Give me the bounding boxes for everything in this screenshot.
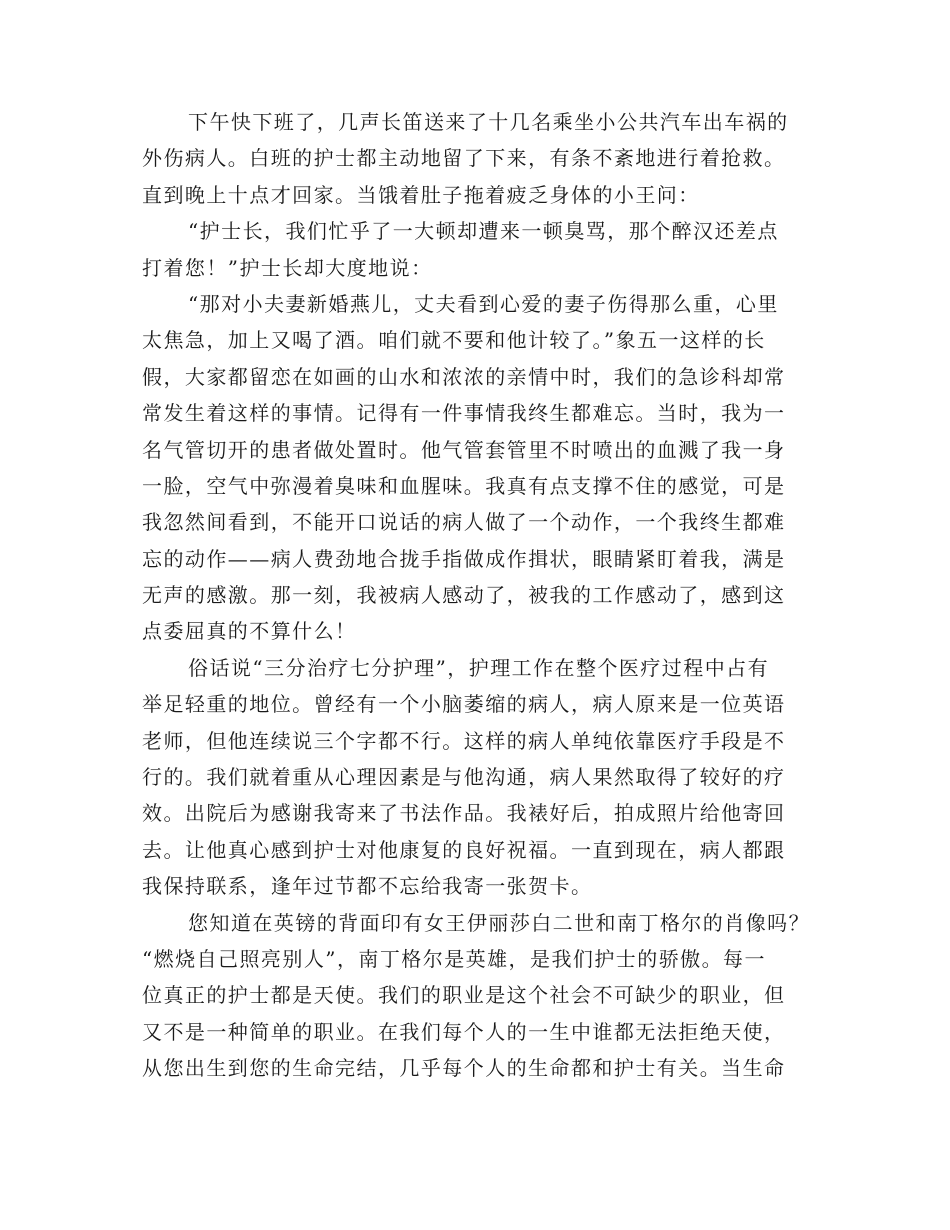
text-line: 效。出院后为感谢我寄来了书法作品。我裱好后，拍成照片给他寄回 (142, 801, 786, 826)
text-line: 去。让他真心感到护士对他康复的良好祝福。一直到现在，病人都跟 (142, 837, 786, 862)
text-line: 老师，但他连续说三个字都不行。这样的病人单纯依靠医疗手段是不 (142, 728, 786, 753)
text-line: 举足轻重的地位。曾经有一个小脑萎缩的病人，病人原来是一位英语 (142, 692, 786, 717)
text-line: 从您出生到您的生命完结，几乎每个人的生命都和护士有关。当生命 (142, 1056, 786, 1081)
text-line: 忘的动作——病人费劲地合拢手指做成作揖状，眼睛紧盯着我，满是 (142, 546, 786, 571)
text-line: 直到晚上十点才回家。当饿着肚子拖着疲乏身体的小王问： (142, 182, 700, 207)
text-line: 假，大家都留恋在如画的山水和浓浓的亲情中时，我们的急诊科却常 (142, 364, 786, 389)
text-line: “那对小夫妻新婚燕儿，丈夫看到心爱的妻子伤得那么重，心里 (188, 291, 779, 316)
text-line: 我保持联系，逢年过节都不忘给我寄一张贺卡。 (142, 874, 593, 899)
text-line: 无声的感激。那一刻，我被病人感动了，被我的工作感动了，感到这 (142, 583, 786, 608)
text-line: 一脸，空气中弥漫着臭味和血腥味。我真有点支撑不住的感觉，可是 (142, 473, 786, 498)
text-line: 您知道在英镑的背面印有女王伊丽莎白二世和南丁格尔的肖像吗？ (188, 910, 811, 935)
text-line: 名气管切开的患者做处置时。他气管套管里不时喷出的血溅了我一身 (142, 437, 786, 462)
text-line: 俗话说“三分治疗七分护理”，护理工作在整个医疗过程中占有 (188, 655, 770, 680)
document-body (142, 104, 811, 1087)
text-line: 又不是一种简单的职业。在我们每个人的一生中谁都无法拒绝天使， (142, 1019, 786, 1044)
text-line: 我忽然间看到，不能开口说话的病人做了一个动作，一个我终生都难 (142, 510, 786, 535)
text-line: 外伤病人。白班的护士都主动地留了下来，有条不紊地进行着抢救。 (142, 146, 786, 171)
text-line: 太焦急，加上又喝了酒。咱们就不要和他计较了。”象五一这样的长 (142, 328, 766, 353)
text-line: 打着您！”护士长却大度地说： (142, 255, 433, 280)
text-line: “护士长，我们忙乎了一大顿却遭来一顿臭骂，那个醉汉还差点 (188, 219, 779, 244)
text-line: 位真正的护士都是天使。我们的职业是这个社会不可缺少的职业，但 (142, 983, 786, 1008)
text-line: 常发生着这样的事情。记得有一件事情我终生都难忘。当时，我为一 (142, 401, 786, 426)
text-line: “燃烧自己照亮别人”，南丁格尔是英雄，是我们护士的骄傲。每一 (142, 946, 766, 971)
text-line: 行的。我们就着重从心理因素是与他沟通，病人果然取得了较好的疗 (142, 765, 786, 790)
text-line: 点委屈真的不算什么！ (142, 619, 357, 644)
text-line: 下午快下班了，几声长笛送来了十几名乘坐小公共汽车出车祸的 (188, 110, 789, 134)
